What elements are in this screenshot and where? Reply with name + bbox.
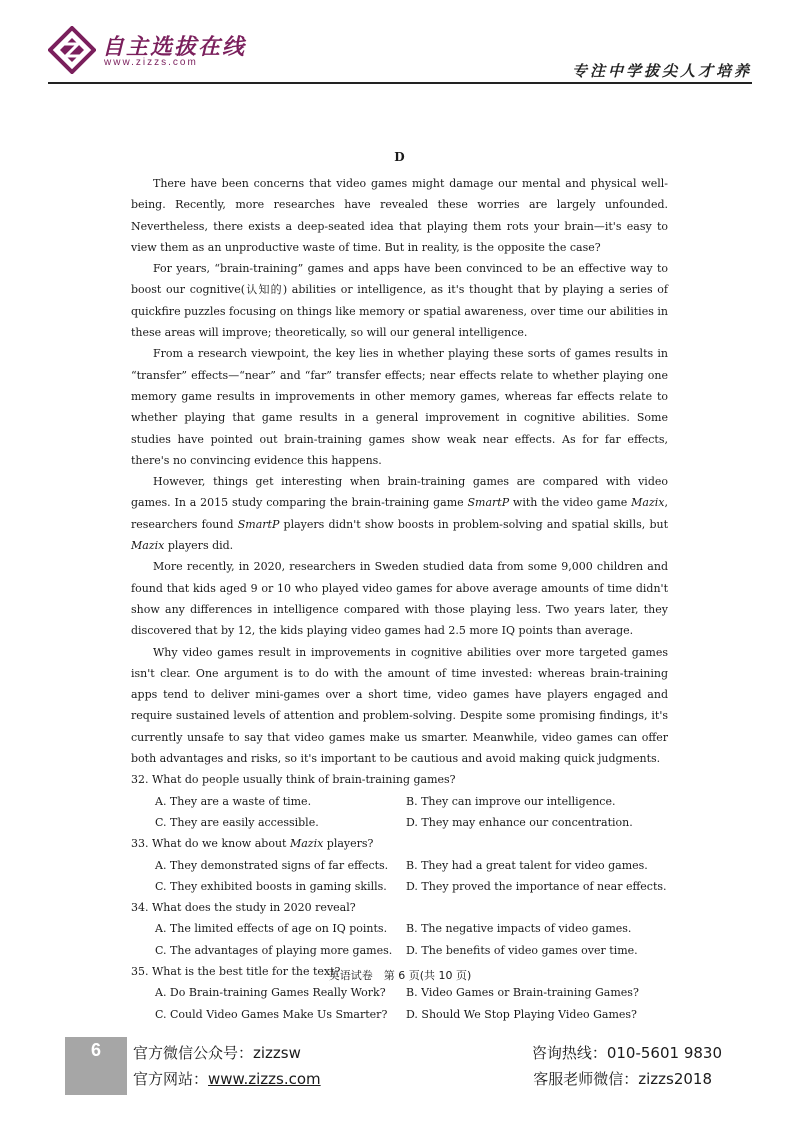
p4-text-c: , researchers found xyxy=(131,496,668,531)
question-options xyxy=(131,791,668,834)
question-stem xyxy=(131,833,668,854)
logo-url: www.zizzs.com xyxy=(104,57,198,68)
p4-game-smartp: SmartP xyxy=(467,496,510,510)
paragraph-1: There have been concerns that video games might damage our mental and physical well-being. Recently, more researches have revealed these worries are largely unfounded. Nevertheless, there exists a deep-seated idea that playing them rots your brain—it's easy to view them as an unproductive waste of time. But in reality, is the opposite the case? xyxy=(131,177,668,254)
option-b: B. They had a great talent for video games. xyxy=(406,858,648,872)
stem-text-b: players? xyxy=(323,837,374,851)
option-d: D. They proved the importance of near effects. xyxy=(406,879,667,893)
p4-game-smartp-2: SmartP xyxy=(237,517,280,531)
option-a: A. The limited effects of age on IQ points. xyxy=(155,922,388,936)
official-website xyxy=(133,1068,321,1089)
paragraph-4 xyxy=(131,471,668,556)
hotline: 咨询热线：010-5601 9830 xyxy=(531,1044,722,1062)
header-slogan: 专注中学拔尖人才培养 xyxy=(571,62,752,80)
stem-game-name: Mazix xyxy=(289,837,324,851)
option-d: D. They may enhance our concentration. xyxy=(406,815,633,829)
website-link[interactable]: www.zizzs.com xyxy=(208,1070,321,1088)
question-34 xyxy=(131,897,668,961)
exam-page-indicator: 英语试卷 第 6 页(共 10 页) xyxy=(328,969,472,982)
option-d: D. Should We Stop Playing Video Games? xyxy=(406,1007,637,1021)
logo-text: 自主选拔在线 xyxy=(102,35,247,60)
question-options xyxy=(131,982,668,1025)
service-wechat: 客服老师微信：zizzs2018 xyxy=(533,1070,712,1088)
section-title: D xyxy=(394,150,405,164)
paragraph-6: Why video games result in improvements in cognitive abilities over more targeted games isn't clear. One argument is to do with the amount of time invested: whereas brain-training apps tend to deliver mini-games over a short time, video games have players engaged and require sustained levels of attention and problem-solving. Despite some promising findings, it's currently unsafe to say that video games make us smarter. Meanwhile, video games can offer both advantages and risks, so it's important to be cautious and avoid making quick judgments. xyxy=(131,645,668,766)
question-32 xyxy=(131,769,668,833)
option-c: C. The advantages of playing more games. xyxy=(155,943,393,957)
option-d: D. The benefits of video games over time. xyxy=(406,943,638,957)
header-divider xyxy=(48,82,752,84)
option-b: B. They can improve our intelligence. xyxy=(406,794,616,808)
question-33 xyxy=(131,833,668,897)
website-label: 官方网站： xyxy=(133,1070,209,1088)
option-a: A. They are a waste of time. xyxy=(155,794,312,808)
option-a: A. Do Brain-training Games Really Work? xyxy=(155,986,386,1000)
option-c: C. Could Video Games Make Us Smarter? xyxy=(155,1007,388,1021)
question-options xyxy=(131,855,668,898)
p4-text-e: players did. xyxy=(164,539,234,553)
stem-text-a: 33. What do we know about xyxy=(131,837,290,851)
question-stem: 32. What do people usually think of brain-training games? xyxy=(131,773,456,787)
option-b: B. Video Games or Brain-training Games? xyxy=(406,986,639,1000)
p4-game-mazix-2: Mazix xyxy=(131,539,165,553)
p4-game-mazix: Mazix xyxy=(631,496,665,510)
option-c: C. They are easily accessible. xyxy=(155,815,319,829)
p4-text-a: However, things get interesting when brain-training games are compared with video games. In a 2015 study comparing the brain-training game xyxy=(131,475,668,510)
question-stem: 34. What does the study in 2020 reveal? xyxy=(131,901,356,915)
wechat-public-account: 官方微信公众号：zizzsw xyxy=(133,1044,301,1062)
page-number-badge: 6 xyxy=(65,1037,127,1095)
option-b: B. The negative impacts of video games. xyxy=(406,922,632,936)
paragraph-2: For years, “brain-training” games and apps have been convinced to be an effective way to boost our cognitive(认知的) abilities or intelligence, as it's thought that by playing a series of quickfire puzzles focusing on things like memory or spatial awareness, over time our abilities in these areas will improve; theoretically, so will our general intelligence. xyxy=(131,262,668,340)
option-a: A. They demonstrated signs of far effects. xyxy=(155,858,389,872)
question-list xyxy=(131,769,668,1025)
question-options xyxy=(131,918,668,961)
zizzs-logo-icon xyxy=(48,26,96,74)
page-header xyxy=(0,0,800,82)
paragraph-5: More recently, in 2020, researchers in Sweden studied data from some 9,000 children and found that kids aged 9 or 10 who played video games for above average amounts of time didn't show any differences in intelligence compared with those playing less. Two years later, they discovered that by 12, the kids playing video games had 2.5 more IQ points than average. xyxy=(131,560,668,638)
paragraph-3: From a research viewpoint, the key lies in whether playing these sorts of games results in “transfer” effects—“near” and “far” transfer effects; near effects relate to whether playing one memory game results in improvements in other memory games, whereas far effects relate to whether playing that game results in a general improvement in cognitive abilities. Some studies have pointed out brain-training games show weak near effects. As for far effects, there's no convincing evidence this happens. xyxy=(131,347,668,467)
p4-text-b: with the video game xyxy=(509,496,632,510)
p4-text-d: players didn't show boosts in problem-solving and spatial skills, but xyxy=(279,517,668,531)
reading-passage xyxy=(131,150,668,1025)
question-stem: 35. What is the best title for the text? xyxy=(131,964,341,978)
option-c: C. They exhibited boosts in gaming skills. xyxy=(155,879,387,893)
